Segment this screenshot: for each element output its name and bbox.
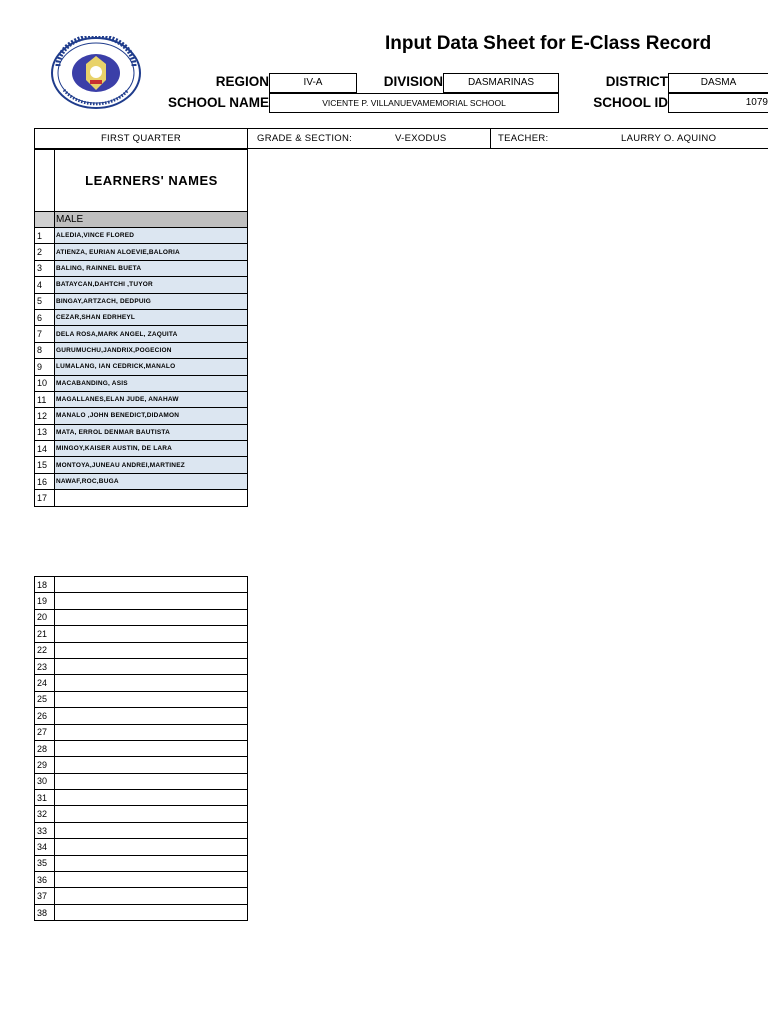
row-number: 22	[35, 642, 55, 658]
row-number: 29	[35, 757, 55, 773]
table-row	[35, 408, 248, 424]
row-number: 35	[35, 855, 55, 871]
learner-name-cell[interactable]	[55, 839, 248, 855]
row-number: 10	[35, 375, 55, 391]
learner-name-cell[interactable]: LUMALANG, IAN CEDRICK,MANALO	[55, 359, 248, 375]
row-number: 1	[35, 228, 55, 244]
learner-name-cell[interactable]	[55, 593, 248, 609]
table-row	[35, 609, 248, 625]
row-number: 36	[35, 872, 55, 888]
grade-section-label: GRADE & SECTION:	[257, 133, 353, 144]
learner-name-cell[interactable]: BATAYCAN,DAHTCHI ,TUYOR	[55, 277, 248, 293]
teacher-label: TEACHER:	[490, 129, 768, 148]
table-row	[35, 675, 248, 691]
learner-name-cell[interactable]: MACABANDING, ASIS	[55, 375, 248, 391]
row-number: 11	[35, 391, 55, 407]
grade-section-value[interactable]: V-EXODUS	[395, 133, 447, 144]
row-number: 20	[35, 609, 55, 625]
table-row	[35, 228, 248, 244]
learner-name-cell[interactable]	[55, 773, 248, 789]
table-row	[35, 309, 248, 325]
learner-name-cell[interactable]	[55, 855, 248, 871]
row-number: 16	[35, 473, 55, 489]
table-row	[35, 724, 248, 740]
learner-name-cell[interactable]	[55, 724, 248, 740]
learner-name-cell[interactable]	[55, 872, 248, 888]
learner-name-cell[interactable]	[55, 822, 248, 838]
row-number: 23	[35, 658, 55, 674]
row-number: 32	[35, 806, 55, 822]
row-number: 13	[35, 424, 55, 440]
table-row	[35, 806, 248, 822]
district-field[interactable]: DASMA	[668, 73, 768, 93]
table-row	[35, 457, 248, 473]
learner-name-cell[interactable]	[55, 675, 248, 691]
learner-name-cell[interactable]	[55, 904, 248, 920]
learner-name-cell[interactable]: DELA ROSA,MARK ANGEL, ZAQUITA	[55, 326, 248, 342]
table-row	[35, 888, 248, 904]
row-number: 19	[35, 593, 55, 609]
table-row	[35, 244, 248, 260]
division-label: DIVISION	[383, 74, 443, 89]
table-row	[35, 342, 248, 358]
row-number: 3	[35, 260, 55, 276]
table-row	[35, 293, 248, 309]
table-row	[35, 490, 248, 506]
table-row	[35, 359, 248, 375]
table-row	[35, 658, 248, 674]
learner-name-cell[interactable]	[55, 626, 248, 642]
learner-name-cell[interactable]	[55, 658, 248, 674]
row-number: 8	[35, 342, 55, 358]
table-row	[35, 790, 248, 806]
table-row	[35, 326, 248, 342]
learner-name-cell[interactable]	[55, 790, 248, 806]
table-row	[35, 708, 248, 724]
region-label: REGION	[215, 74, 269, 89]
male-number-cell	[35, 212, 55, 228]
row-number: 24	[35, 675, 55, 691]
school-name-field[interactable]: VICENTE P. VILLANUEVAMEMORIAL SCHOOL	[269, 93, 559, 113]
table-row	[35, 740, 248, 756]
row-number: 4	[35, 277, 55, 293]
row-number: 33	[35, 822, 55, 838]
learner-name-cell[interactable]	[55, 609, 248, 625]
table-row	[35, 424, 248, 440]
table-row	[35, 260, 248, 276]
learner-name-cell[interactable]: GURUMUCHU,JANDRIX,POGECION	[55, 342, 248, 358]
table-row	[35, 691, 248, 707]
row-number: 2	[35, 244, 55, 260]
table-row	[35, 441, 248, 457]
row-number: 17	[35, 490, 55, 506]
quarter-info-row	[34, 128, 768, 149]
learner-name-cell[interactable]: ALEDIA,VINCE FLORED	[55, 228, 248, 244]
table-row	[35, 375, 248, 391]
row-number: 37	[35, 888, 55, 904]
school-id-field[interactable]: 1079	[668, 93, 768, 113]
learner-name-cell[interactable]	[55, 740, 248, 756]
learner-name-cell[interactable]	[55, 490, 248, 506]
row-number: 14	[35, 441, 55, 457]
learner-name-cell[interactable]: MONTOYA,JUNEAU ANDREI,MARTINEZ	[55, 457, 248, 473]
table-row	[35, 757, 248, 773]
table-row	[35, 855, 248, 871]
row-number: 27	[35, 724, 55, 740]
learner-name-cell[interactable]	[55, 577, 248, 593]
row-number: 12	[35, 408, 55, 424]
learner-name-cell[interactable]: NAWAF,ROC,BUGA	[55, 473, 248, 489]
learner-name-cell[interactable]: MANALO ,JOHN BENEDICT,DIDAMON	[55, 408, 248, 424]
learner-name-cell[interactable]	[55, 806, 248, 822]
division-field[interactable]: DASMARINAS	[443, 73, 559, 93]
learner-name-cell[interactable]: MINGOY,KAISER AUSTIN, DE LARA	[55, 441, 248, 457]
learner-name-cell[interactable]: MATA, ERROL DENMAR BAUTISTA	[55, 424, 248, 440]
table-row	[35, 839, 248, 855]
row-number: 34	[35, 839, 55, 855]
table-row	[35, 872, 248, 888]
row-number: 31	[35, 790, 55, 806]
table-row	[35, 904, 248, 920]
learner-name-cell[interactable]: MAGALLANES,ELAN JUDE, ANAHAW	[55, 391, 248, 407]
table-row	[35, 822, 248, 838]
learner-name-cell[interactable]: ATIENZA, EURIAN ALOEVIE,BALORIA	[55, 244, 248, 260]
learner-name-cell[interactable]	[55, 888, 248, 904]
deped-seal-logo	[50, 36, 142, 110]
row-number: 7	[35, 326, 55, 342]
table-row	[35, 593, 248, 609]
learners-table-continued	[34, 576, 248, 921]
row-number: 38	[35, 904, 55, 920]
learner-name-cell[interactable]	[55, 642, 248, 658]
learner-name-cell[interactable]	[55, 691, 248, 707]
page-title: Input Data Sheet for E-Class Record	[385, 33, 712, 54]
teacher-value[interactable]: LAURRY O. AQUINO	[621, 133, 717, 144]
row-number: 18	[35, 577, 55, 593]
quarter-label: FIRST QUARTER	[35, 129, 248, 148]
table-row	[35, 626, 248, 642]
table-row	[35, 473, 248, 489]
row-number: 15	[35, 457, 55, 473]
learner-name-cell[interactable]: CEZAR,SHAN EDRHEYL	[55, 309, 248, 325]
row-number: 26	[35, 708, 55, 724]
table-row	[35, 391, 248, 407]
region-field[interactable]: IV-A	[269, 73, 357, 93]
row-number: 30	[35, 773, 55, 789]
learners-table	[34, 149, 248, 507]
district-label: DISTRICT	[605, 74, 668, 89]
school-id-label: SCHOOL ID	[593, 95, 668, 110]
table-row	[35, 277, 248, 293]
row-number: 9	[35, 359, 55, 375]
row-number: 25	[35, 691, 55, 707]
learners-names-header: LEARNERS' NAMES	[55, 150, 248, 212]
learner-name-cell[interactable]	[55, 757, 248, 773]
table-row	[35, 642, 248, 658]
row-number: 6	[35, 309, 55, 325]
learner-name-cell[interactable]: BALING, RAINNEL BUETA	[55, 260, 248, 276]
row-number-header	[35, 150, 55, 212]
learner-name-cell[interactable]	[55, 708, 248, 724]
row-number: 28	[35, 740, 55, 756]
table-row	[35, 773, 248, 789]
row-number: 5	[35, 293, 55, 309]
row-number: 21	[35, 626, 55, 642]
school-name-label: SCHOOL NAME	[167, 95, 269, 110]
male-section-label: MALE	[55, 212, 248, 228]
learner-name-cell[interactable]: BINGAY,ARTZACH, DEDPUIG	[55, 293, 248, 309]
table-row	[35, 577, 248, 593]
